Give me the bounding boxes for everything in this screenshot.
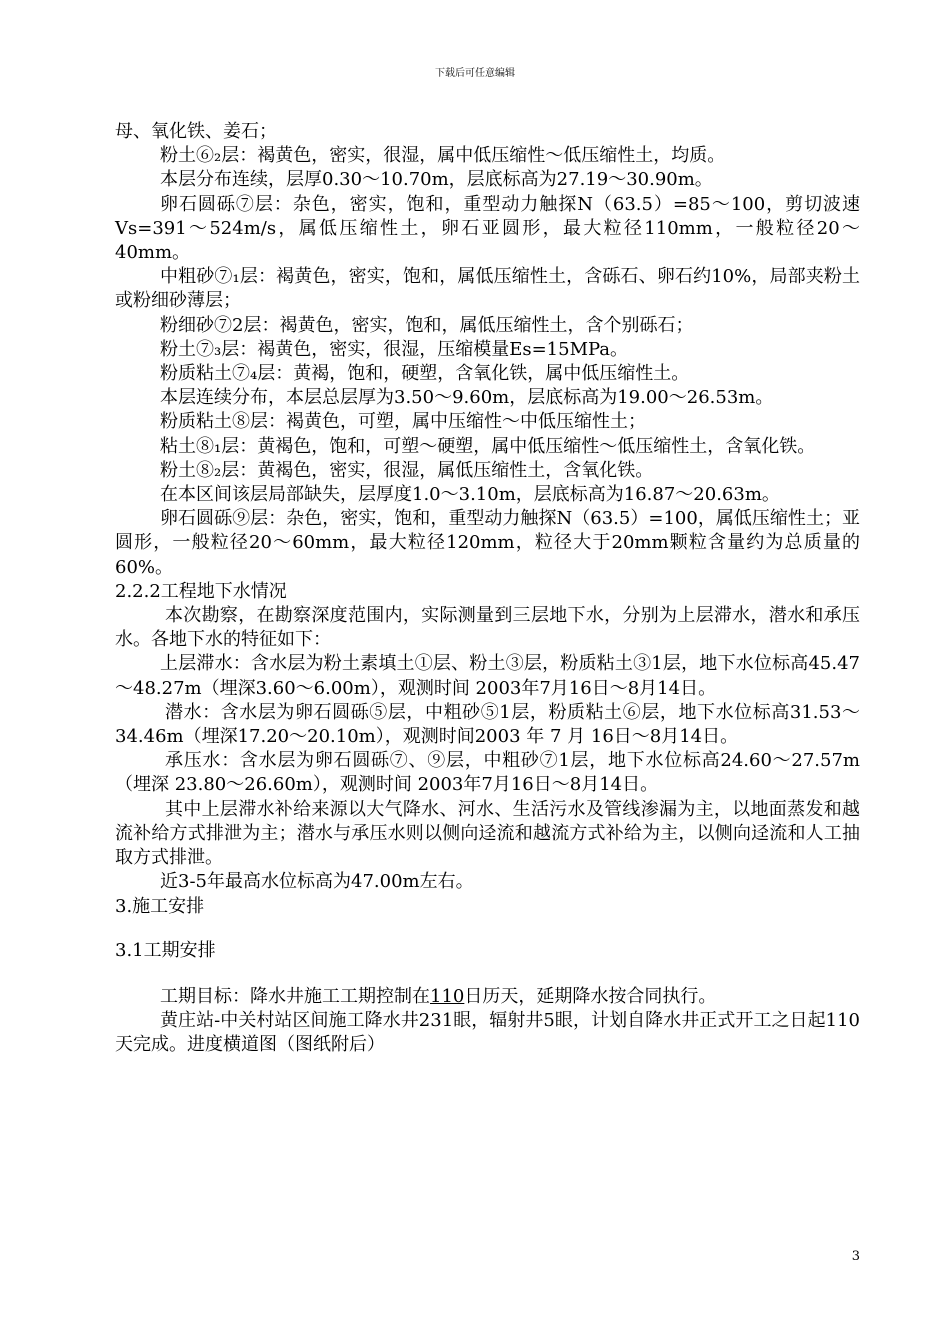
paragraph: 粉土⑥₂层：褐黄色，密实，很湿，属中低压缩性～低压缩性土，均质。 (160, 145, 726, 167)
underlined-value: 110 (430, 985, 465, 1007)
paragraph: 粉质粘土⑦₄层：黄褐，饱和，硬塑，含氧化铁，属中低压缩性土。 (160, 363, 690, 385)
paragraph: 承压水：含水层为卵石圆砾⑦、⑨层，中粗砂⑦1层，地下水位标高24.60～27.57m（埋深 23.80～26.60m），观测时间 2003年7月16日～8月14日。 (115, 750, 860, 796)
paragraph: 粉土⑦₃层：褐黄色，密实，很湿，压缩模量Es=15MPa。 (160, 338, 629, 360)
text-run: 工期目标：降水井施工工期控制在 (160, 985, 430, 1007)
paragraph: 上层滞水：含水层为粉土素填土①层、粉土③层，粉质粘土③1层，地下水位标高45.47～48.27m（埋深3.60～6.00m），观测时间 2003年7月16日～8月14日。 (115, 653, 860, 699)
paragraph: 粘土⑧₁层：黄褐色，饱和，可塑～硬塑，属中低压缩性～低压缩性土，含氧化铁。 (160, 435, 816, 457)
page-number: 3 (851, 1249, 860, 1264)
paragraph: 卵石圆砾⑦层：杂色，密实，饱和，重型动力触探N（63.5）=85～100，剪切波速Vs=391～524m/s，属低压缩性土，卵石亚圆形，最大粒径110mm，一般粒径20～40mm。 (115, 193, 860, 264)
paragraph: 母、氧化铁、姜石； (115, 121, 277, 142)
paragraph: 本层连续分布，本层总层厚为3.50～9.60m，层底标高为19.00～26.53m。 (160, 387, 774, 409)
paragraph: 本层分布连续，层厚0.30～10.70m，层底标高为27.19～30.90m。 (160, 169, 713, 191)
paragraph: 中粗砂⑦₁层：褐黄色，密实，饱和，属低压缩性土，含砾石、卵石约10%，局部夹粉土或粉细砂薄层； (115, 266, 860, 312)
section-heading: 3.施工安排 (115, 895, 205, 917)
paragraph: 在本区间该层局部缺失，层厚度1.0～3.10m，层底标高为16.87～20.63m。 (160, 484, 780, 506)
paragraph: 粉细砂⑦2层：褐黄色，密实，饱和，属低压缩性土，含个别砾石； (160, 314, 694, 336)
paragraph: 本次勘察，在勘察深度范围内，实际测量到三层地下水，分别为上层滞水，潜水和承压水。各地下水的特征如下： (115, 605, 860, 651)
paragraph: 近3-5年最高水位标高为47.00m左右。 (160, 871, 474, 893)
paragraph: 卵石圆砾⑨层：杂色，密实，饱和，重型动力触探N（63.5）=100，属低压缩性土；亚圆形，一般粒径20～60mm，最大粒径120mm，粒径大于20mm颗粒含量约为总质量的60%。 (115, 508, 860, 578)
paragraph: 黄庄站-中关村站区间施工降水井231眼，辐射井5眼，计划自降水井正式开工之日起110天完成。进度横道图（图纸附后） (115, 1010, 860, 1056)
document-body (115, 120, 860, 1058)
page-header: 下载后可任意编辑 (435, 68, 515, 79)
paragraph: 其中上层滞水补给来源以大气降水、河水、生活污水及管线渗漏为主，以地面蒸发和越流补给方式排泄为主；潜水与承压水则以侧向迳流和越流方式补给为主，以侧向迳流和人工抽取方式排泄。 (115, 798, 860, 869)
text-run: 日历天，延期降水按合同执行。 (464, 985, 717, 1007)
paragraph: 粉土⑧₂层：黄褐色，密实，很湿，属低压缩性土，含氧化铁。 (160, 459, 654, 481)
paragraph: 粉质粘土⑧层：褐黄色，可塑，属中压缩性～中低压缩性土； (160, 411, 646, 433)
section-heading: 2.2.2工程地下水情况 (115, 580, 287, 602)
paragraph: 潜水：含水层为卵石圆砾⑤层，中粗砂⑤1层，粉质粘土⑥层，地下水位标高31.53～34.46m（埋深17.20～20.10m），观测时间2003 年 7 月 16日～8月14日。 (115, 701, 860, 748)
section-heading: 3.1工期安排 (115, 939, 216, 961)
paragraph (115, 985, 860, 1009)
